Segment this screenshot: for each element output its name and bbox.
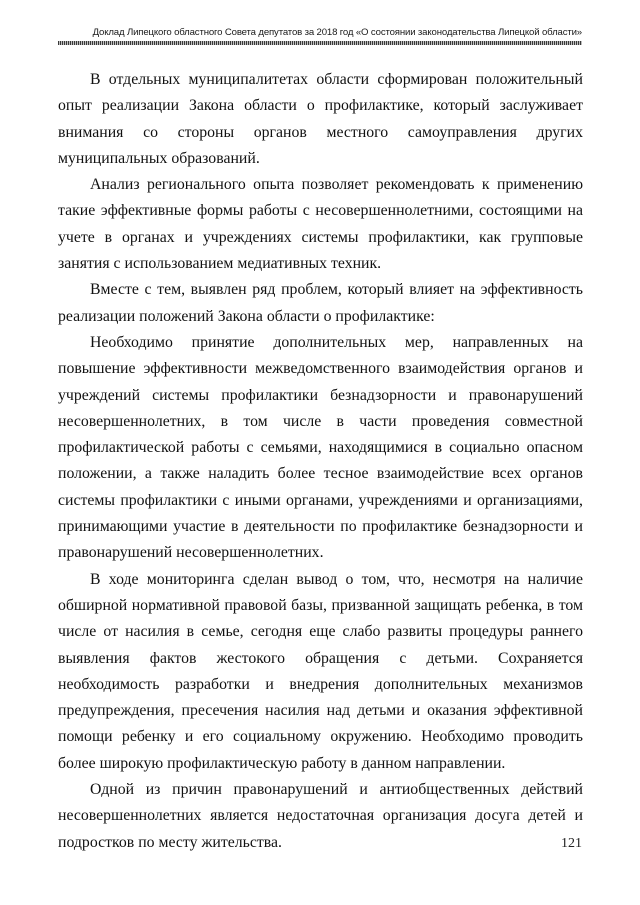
header-rule — [58, 41, 582, 45]
page-number: 121 — [561, 836, 582, 851]
paragraph: Анализ регионального опыта позволяет рекомендовать к применению такие эффективные формы работы с несовершеннолетними, состоящими на учете в органах и учреждениях системы профилактики, как групповые занятия с использованием медиативных техник. — [58, 176, 583, 273]
document-body — [58, 67, 583, 856]
page-header — [58, 27, 582, 49]
paragraph: Вместе с тем, выявлен ряд проблем, который влияет на эффективность реализации положений Закона области о профилактике: — [58, 281, 583, 325]
paragraph: Необходимо принятие дополнительных мер, направленных на повышение эффективности межведомственного взаимодействия органов и учреждений системы профилактики безнадзорности и правонарушений несовершеннолетних, в том числе в части проведения совместной профилактической работы с семьями, находящимися в социально опасном положении, а также наладить более тесное взаимодействие всех органов системы профилактики с иными органами, учреждениями и организациями, принимающими участие в деятельности по профилактике безнадзорности и правонарушений несовершеннолетних. — [58, 333, 583, 562]
header-title: Доклад Липецкого областного Совета депутатов за 2018 год «О состоянии законодательства Липецкой области» — [92, 27, 582, 38]
paragraph: В отдельных муниципалитетах области сформирован положительный опыт реализации Закона области о профилактике, который заслуживает внимания со стороны органов местного самоуправления других муниципальных образований. — [58, 71, 583, 167]
paragraph: Одной из причин правонарушений и антиобщественных действий несовершеннолетних является недостаточная организация досуга детей и подростков по месту жительства. — [58, 781, 583, 851]
paragraph: В ходе мониторинга сделан вывод о том, что, несмотря на наличие обширной нормативной правовой базы, призванной защищать ребенка, в том числе от насилия в семье, сегодня еще слабо развиты процедуры раннего выявления фактов жестокого обращения с детьми. Сохраняется необходимость разработки и внедрения дополнительных механизмов предупреждения, пресечения насилия над детьми и оказания эффективной помощи ребенку и его социальному окружению. Необходимо проводить более широкую профилактическую работу в данном направлении. — [58, 570, 583, 772]
